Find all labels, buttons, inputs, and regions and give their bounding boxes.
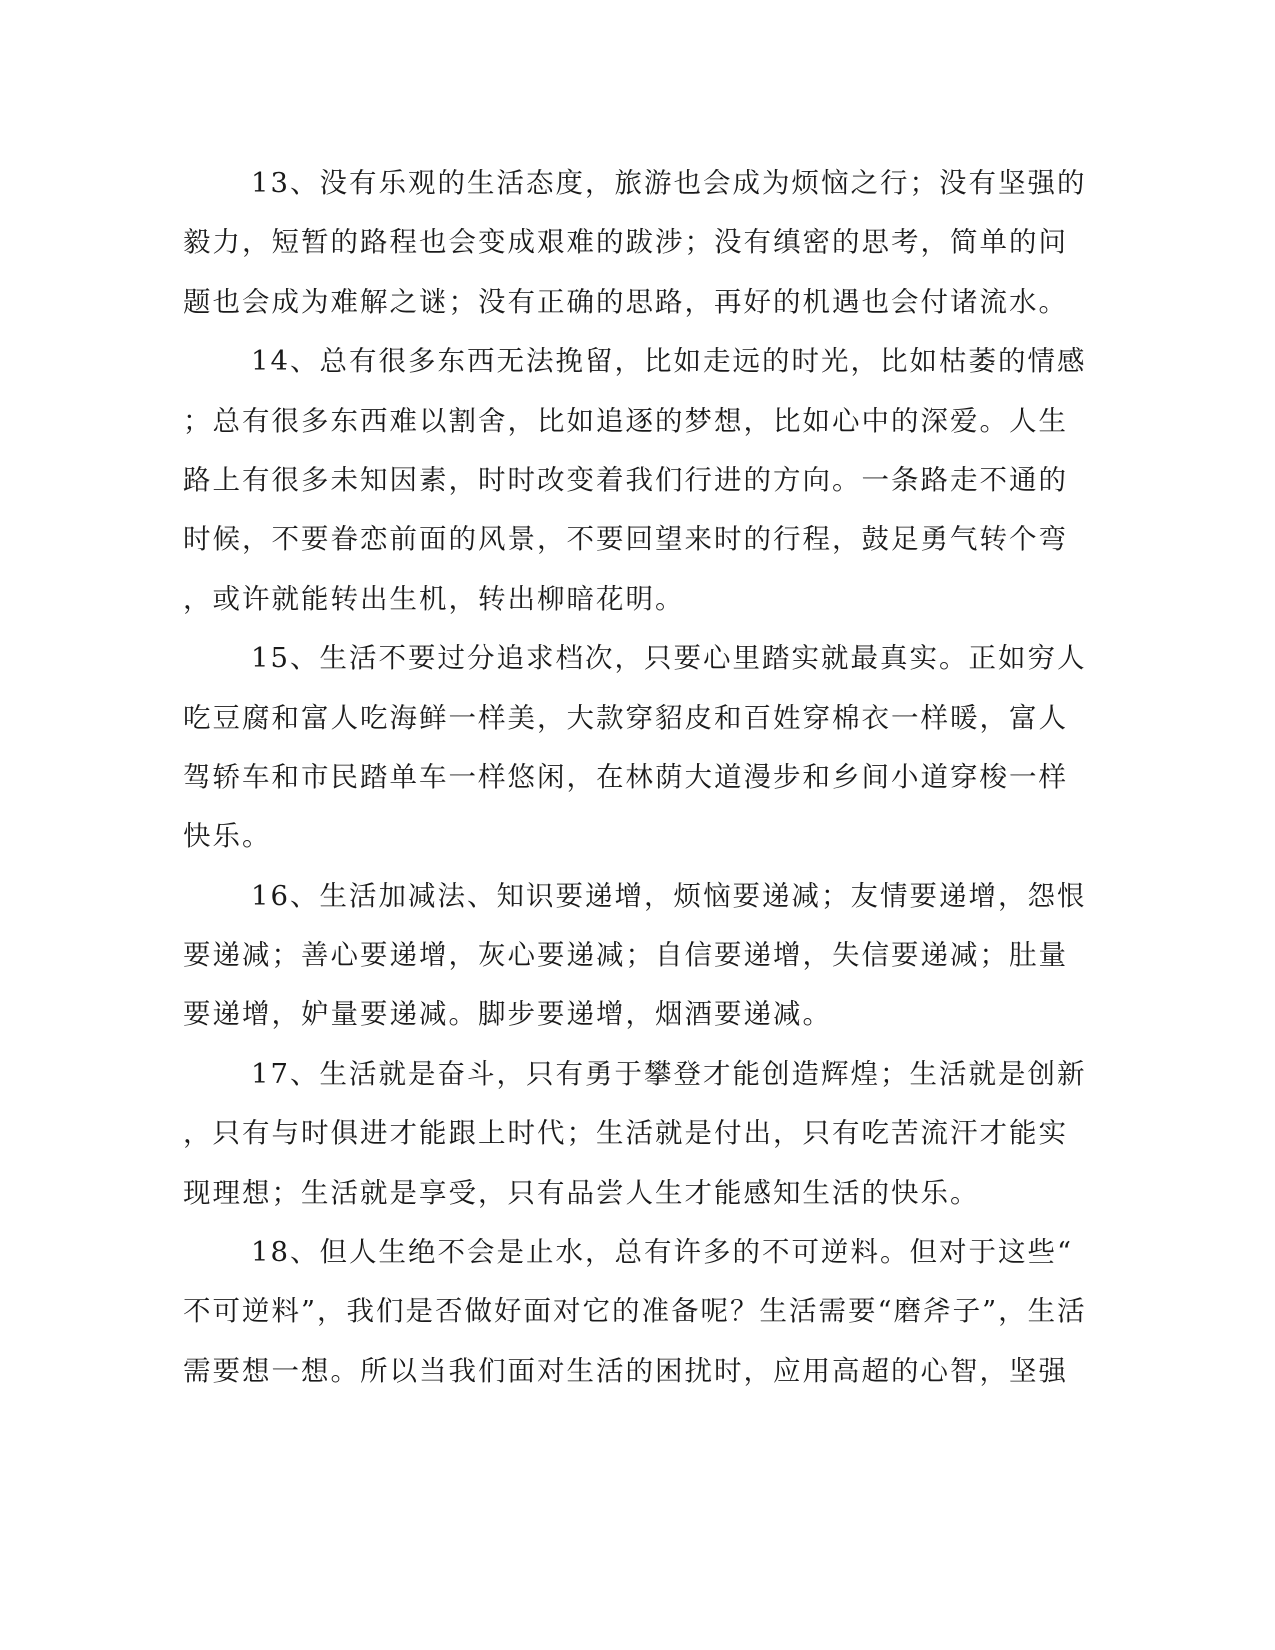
- text-line: 14、总有很多东西无法挽留，比如走远的时光，比如枯萎的情感: [251, 345, 1087, 378]
- text-line: 快乐。: [183, 820, 272, 853]
- text-line: 时候，不要眷恋前面的风景，不要回望来时的行程，鼓足勇气转个弯: [183, 523, 1068, 556]
- text-line: 现理想；生活就是享受，只有品尝人生才能感知生活的快乐。: [183, 1176, 980, 1209]
- document-body: [183, 154, 1087, 1401]
- text-line: 不可逆料”，我们是否做好面对它的准备呢？生活需要“磨斧子”，生活: [183, 1295, 1087, 1328]
- text-line: ，或许就能转出生机，转出柳暗花明。: [183, 582, 685, 615]
- text-line: 驾轿车和市民踏单车一样悠闲，在林荫大道漫步和乡间小道穿梭一样: [183, 760, 1068, 793]
- text-line: 路上有很多未知因素，时时改变着我们行进的方向。一条路走不通的: [183, 463, 1068, 496]
- text-line: ；总有很多东西难以割舍，比如追逐的梦想，比如心中的深爱。人生: [183, 404, 1068, 437]
- text-line: 16、生活加减法、知识要递增，烦恼要递减；友情要递增，怨恨: [251, 879, 1087, 912]
- text-line: 17、生活就是奋斗，只有勇于攀登才能创造辉煌；生活就是创新: [251, 1057, 1087, 1090]
- text-line: 题也会成为难解之谜；没有正确的思路，再好的机遇也会付诸流水。: [183, 285, 1068, 318]
- text-line: 18、但人生绝不会是止水，总有许多的不可逆料。但对于这些“: [251, 1236, 1074, 1269]
- text-line: 要递减；善心要递增，灰心要递减；自信要递增，失信要递减；肚量: [183, 939, 1068, 972]
- text-line: 15、生活不要过分追求档次，只要心里踏实就最真实。正如穷人: [251, 642, 1087, 675]
- text-line: 毅力，短暂的路程也会变成艰难的跋涉；没有缜密的思考，简单的问: [183, 226, 1068, 259]
- text-line: 吃豆腐和富人吃海鲜一样美，大款穿貂皮和百姓穿棉衣一样暖，富人: [183, 701, 1068, 734]
- text-line: ，只有与时俱进才能跟上时代；生活就是付出，只有吃苦流汗才能实: [183, 1117, 1068, 1150]
- text-line: 要递增，妒量要递减。脚步要递增，烟酒要递减。: [183, 998, 832, 1031]
- text-line: 13、没有乐观的生活态度，旅游也会成为烦恼之行；没有坚强的: [251, 167, 1087, 199]
- text-line: 需要想一想。所以当我们面对生活的困扰时，应用高超的心智，坚强: [183, 1354, 1068, 1387]
